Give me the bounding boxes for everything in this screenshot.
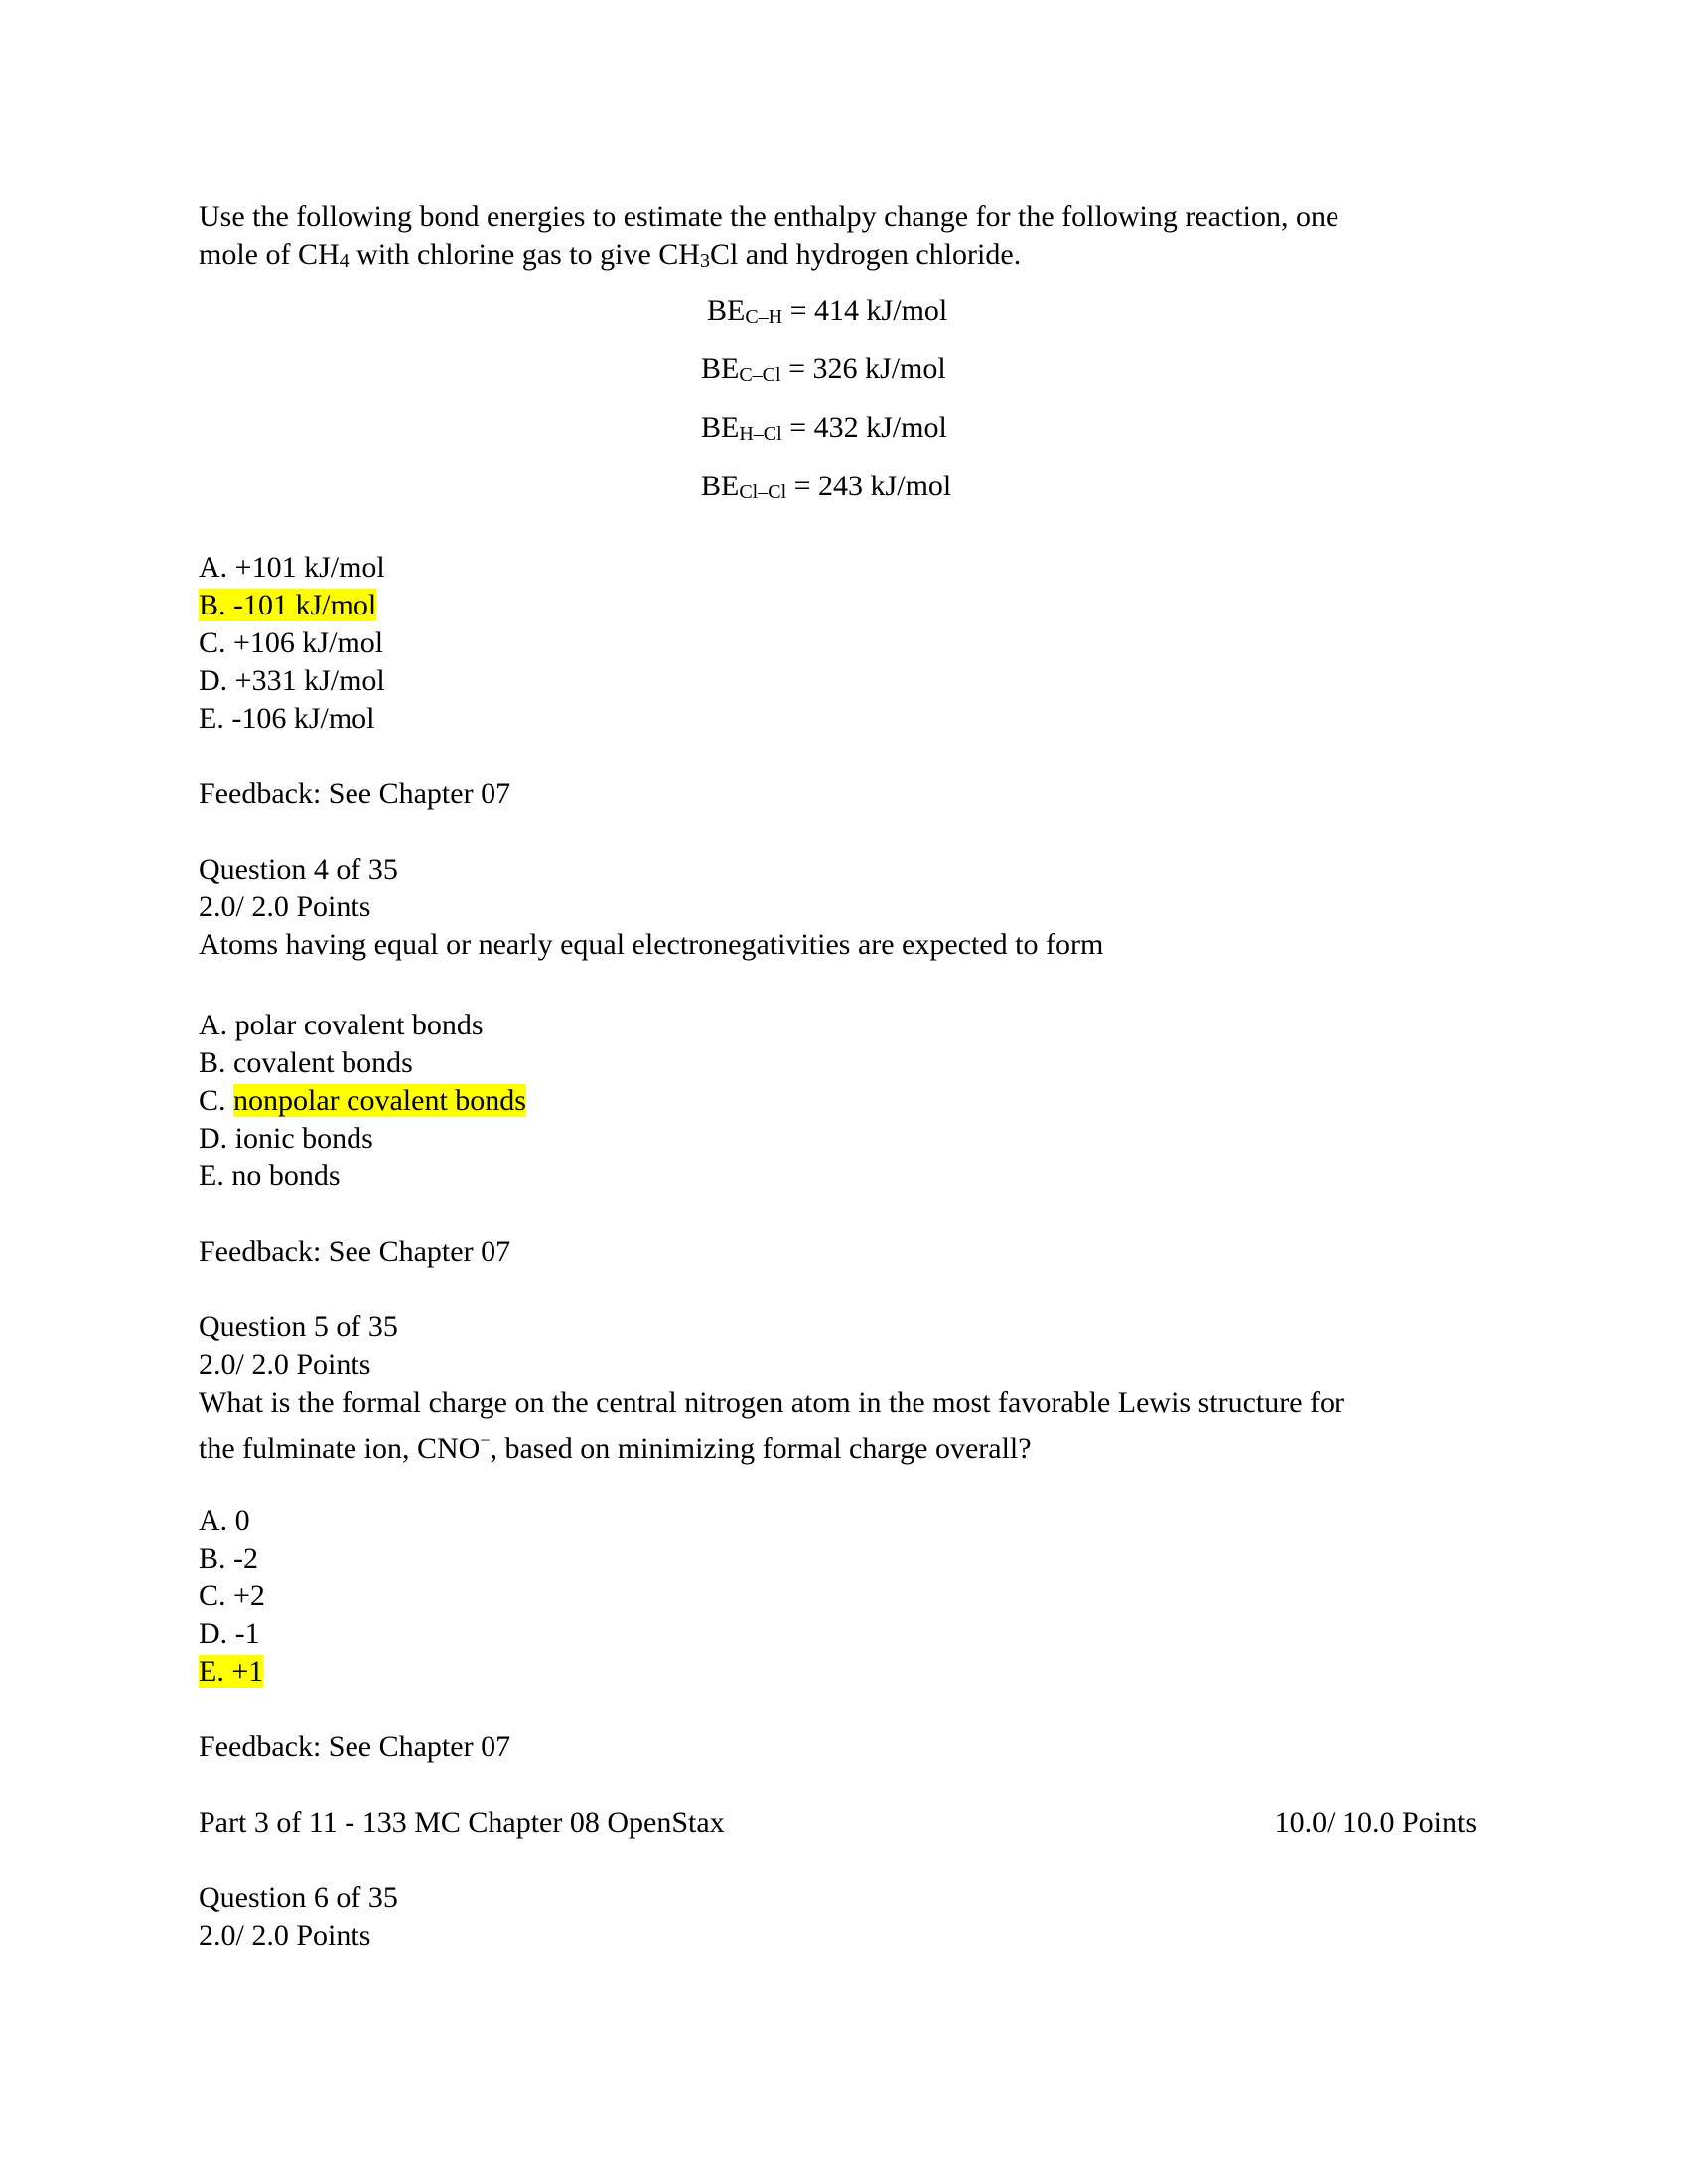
be-bond: C–Cl	[739, 364, 781, 386]
option-text: no bonds	[231, 1160, 341, 1192]
option-label: A. 0	[199, 1504, 250, 1537]
answer-option-c-selected	[199, 1082, 526, 1120]
be-bond: C–H	[745, 306, 783, 328]
option-label: B. -2	[199, 1542, 258, 1574]
question-4-header: Question 4 of 35	[199, 853, 398, 886]
question-6-points: 2.0/ 2.0 Points	[199, 1919, 371, 1952]
question-4-prompt: Atoms having equal or nearly equal electronegativities are expected to form	[199, 928, 1104, 961]
answer-option-d	[199, 662, 385, 700]
be-prefix: BE	[701, 470, 740, 502]
option-label: D. -1	[199, 1617, 260, 1650]
prompt-text: the fulminate ion, CNO	[199, 1433, 481, 1465]
question-3-prompt-line-2	[199, 236, 1021, 280]
option-label: D. +331 kJ/mol	[199, 664, 385, 697]
subscript: 3	[699, 250, 710, 272]
be-prefix: BE	[701, 352, 740, 385]
be-prefix: BE	[701, 411, 740, 444]
highlighted-answer: B. -101 kJ/mol	[199, 589, 377, 621]
answer-option-b	[199, 1540, 258, 1577]
answer-option-c	[199, 1577, 265, 1615]
option-label: A. +101 kJ/mol	[199, 551, 385, 584]
option-letter: B.	[199, 1046, 234, 1079]
option-text: covalent bonds	[233, 1046, 413, 1079]
highlighted-answer: nonpolar covalent bonds	[233, 1084, 526, 1117]
question-3-feedback: Feedback: See Chapter 07	[199, 777, 511, 810]
bond-energy-h-cl	[701, 409, 947, 453]
answer-option-d	[199, 1120, 373, 1158]
option-text: polar covalent bonds	[234, 1009, 484, 1041]
question-5-header: Question 5 of 35	[199, 1310, 398, 1343]
prompt-text: mole of CH	[199, 238, 340, 271]
option-letter: D.	[199, 1122, 235, 1155]
option-label: E. -106 kJ/mol	[199, 702, 375, 735]
answer-option-c	[199, 624, 383, 662]
answer-option-a	[199, 1007, 484, 1044]
answer-option-e	[199, 1158, 341, 1195]
prompt-text: , based on minimizing formal charge overall?	[490, 1433, 1032, 1465]
question-4-feedback: Feedback: See Chapter 07	[199, 1235, 511, 1268]
question-5-points: 2.0/ 2.0 Points	[199, 1348, 371, 1381]
question-5-feedback: Feedback: See Chapter 07	[199, 1730, 511, 1763]
option-letter: A.	[199, 1009, 235, 1041]
be-prefix: BE	[707, 294, 746, 327]
question-4-points: 2.0/ 2.0 Points	[199, 890, 371, 923]
answer-option-b	[199, 1044, 413, 1082]
answer-option-e-selected	[199, 1653, 263, 1691]
question-5-prompt-line-1: What is the formal charge on the central nitrogen atom in the most favorable Lewis structure for	[199, 1386, 1345, 1419]
option-label: C. +106 kJ/mol	[199, 626, 384, 659]
subscript: 4	[339, 250, 350, 272]
option-letter: C.	[199, 1084, 234, 1117]
superscript: −	[480, 1431, 491, 1450]
question-6-header: Question 6 of 35	[199, 1881, 398, 1914]
answer-option-a	[199, 549, 385, 587]
be-value: = 432 kJ/mol	[781, 411, 947, 444]
highlighted-answer: E. +1	[199, 1655, 264, 1688]
be-value: = 414 kJ/mol	[782, 294, 948, 327]
be-value: = 326 kJ/mol	[780, 352, 946, 385]
be-value: = 243 kJ/mol	[786, 470, 952, 502]
answer-option-d	[199, 1615, 260, 1653]
part-3-points: 10.0/ 10.0 Points	[1274, 1806, 1477, 1839]
option-letter: E.	[199, 1160, 232, 1192]
prompt-text: with chlorine gas to give CH	[349, 238, 700, 271]
bond-energy-c-cl	[701, 350, 946, 394]
question-5-prompt-line-2	[199, 1422, 1032, 1468]
prompt-text: Cl and hydrogen chloride.	[709, 238, 1022, 271]
question-3-prompt-line-1: Use the following bond energies to estimate the enthalpy change for the following reaction, one	[199, 201, 1339, 233]
option-text: ionic bonds	[234, 1122, 373, 1155]
bond-energy-cl-cl	[701, 468, 951, 511]
bond-energy-c-h	[707, 292, 947, 336]
option-label: C. +2	[199, 1579, 265, 1612]
be-bond: H–Cl	[739, 423, 782, 445]
answer-option-e	[199, 700, 375, 738]
answer-option-b-selected	[199, 587, 376, 624]
be-bond: Cl–Cl	[739, 481, 787, 503]
answer-option-a	[199, 1502, 250, 1540]
part-3-title: Part 3 of 11 - 133 MC Chapter 08 OpenStax	[199, 1806, 725, 1839]
